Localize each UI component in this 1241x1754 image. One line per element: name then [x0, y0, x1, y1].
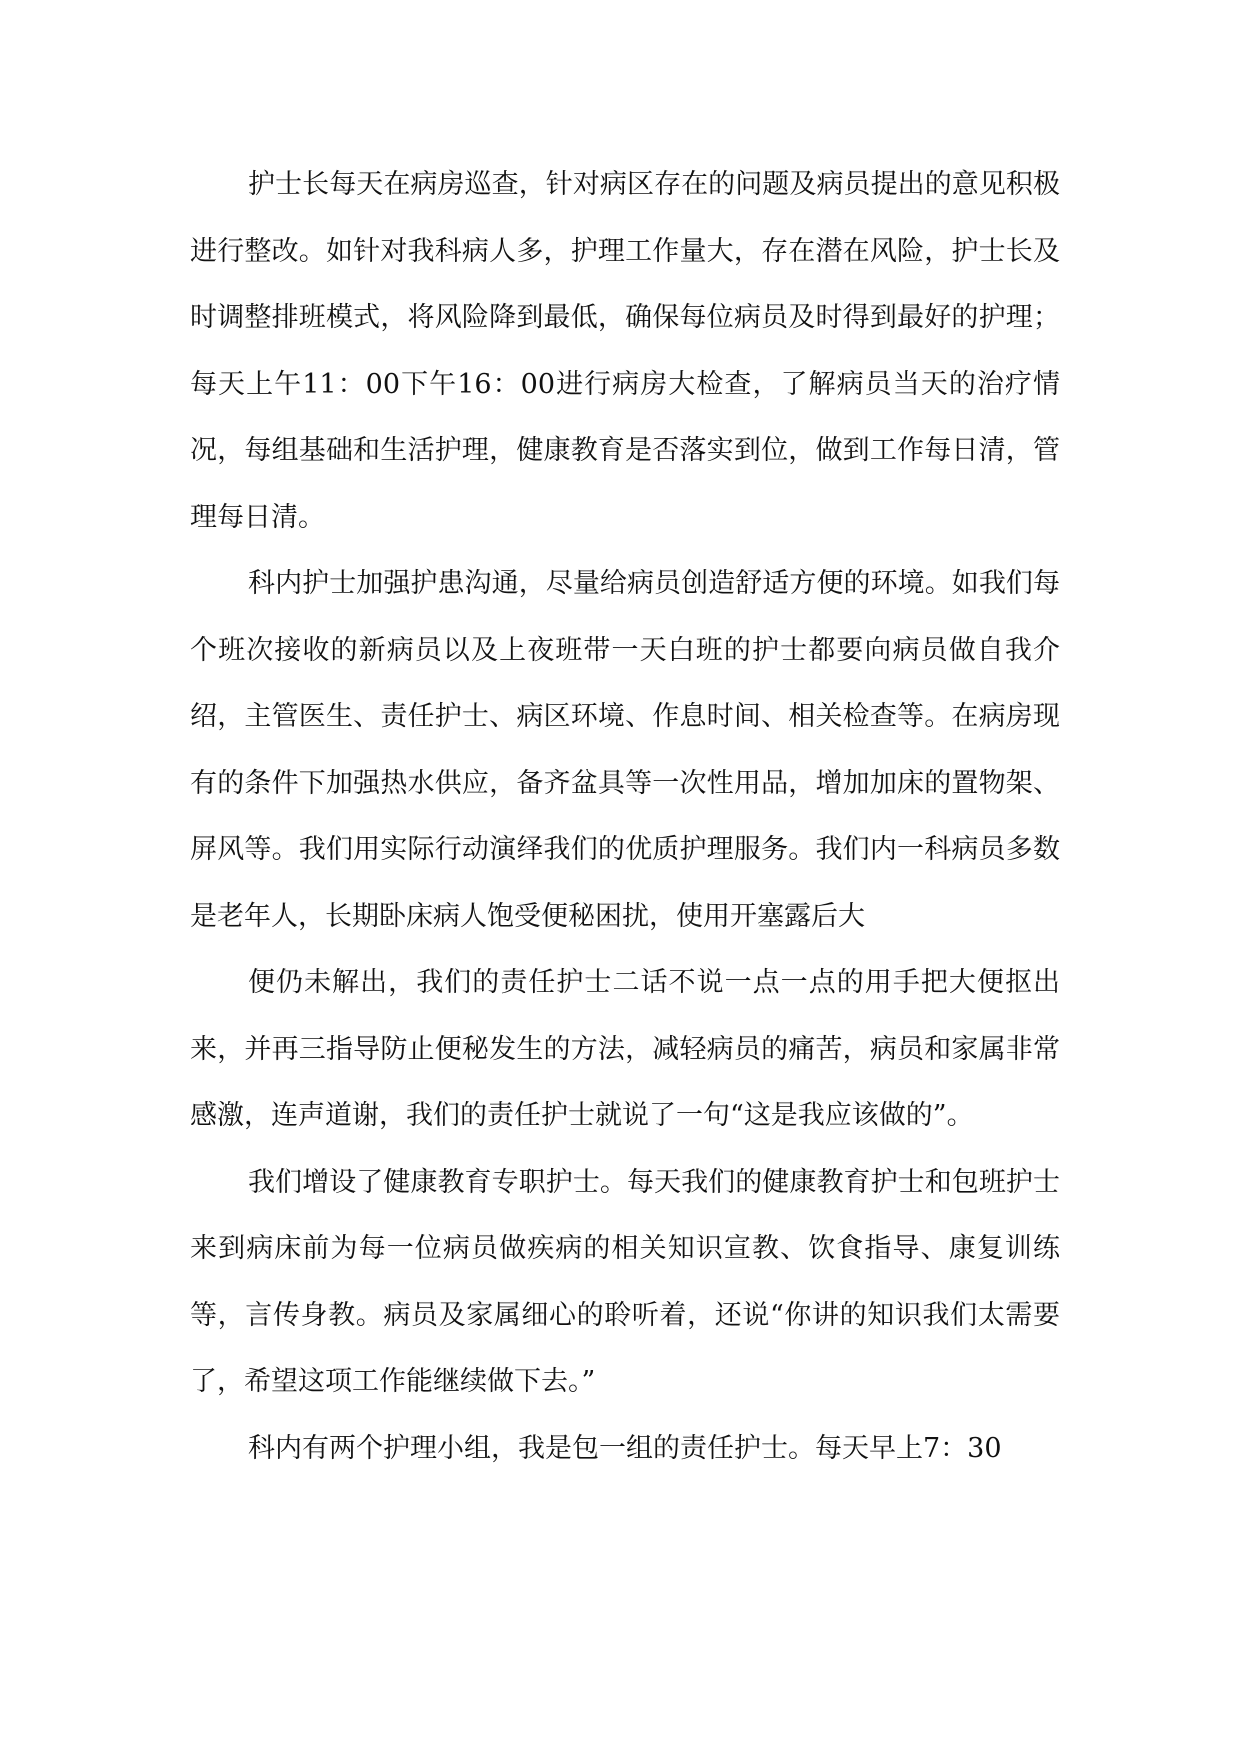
document-body: [190, 152, 1060, 1482]
paragraph-1: 护士长每天在病房巡查，针对病区存在的问题及病员提出的意见积极进行整改。如针对我科病人多，护理工作量大，存在潜在风险，护士长及时调整排班模式，将风险降到最低，确保每位病员及时得到最好的护理；每天上午11：00下午16：00进行病房大检查，了解病员当天的治疗情况，每组基础和生活护理，健康教育是否落实到位，做到工作每日清，管理每日清。: [190, 169, 1060, 533]
paragraph-3: 便仍未解出，我们的责任护士二话不说一点一点的用手把大便抠出来，并再三指导防止便秘发生的方法，减轻病员的痛苦，病员和家属非常感激，连声道谢，我们的责任护士就说了一句“这是我应该做的”。: [190, 967, 1060, 1131]
paragraph-5: 科内有两个护理小组，我是包一组的责任护士。每天早上7：30: [248, 1432, 1002, 1464]
paragraph-2: 科内护士加强护患沟通，尽量给病员创造舒适方便的环境。如我们每个班次接收的新病员以及上夜班带一天白班的护士都要向病员做自我介绍，主管医生、责任护士、病区环境、作息时间、相关检查等。在病房现有的条件下加强热水供应，备齐盆具等一次性用品，增加加床的置物架、屏风等。我们用实际行动演绎我们的优质护理服务。我们内一科病员多数是老年人，长期卧床病人饱受便秘困扰，使用开塞露后大: [190, 568, 1060, 932]
paragraph-4: 我们增设了健康教育专职护士。每天我们的健康教育护士和包班护士来到病床前为每一位病员做疾病的相关知识宣教、饮食指导、康复训练等，言传身教。病员及家属细心的聆听着，还说“你讲的知识我们太需要了，希望这项工作能继续做下去。”: [190, 1166, 1060, 1397]
